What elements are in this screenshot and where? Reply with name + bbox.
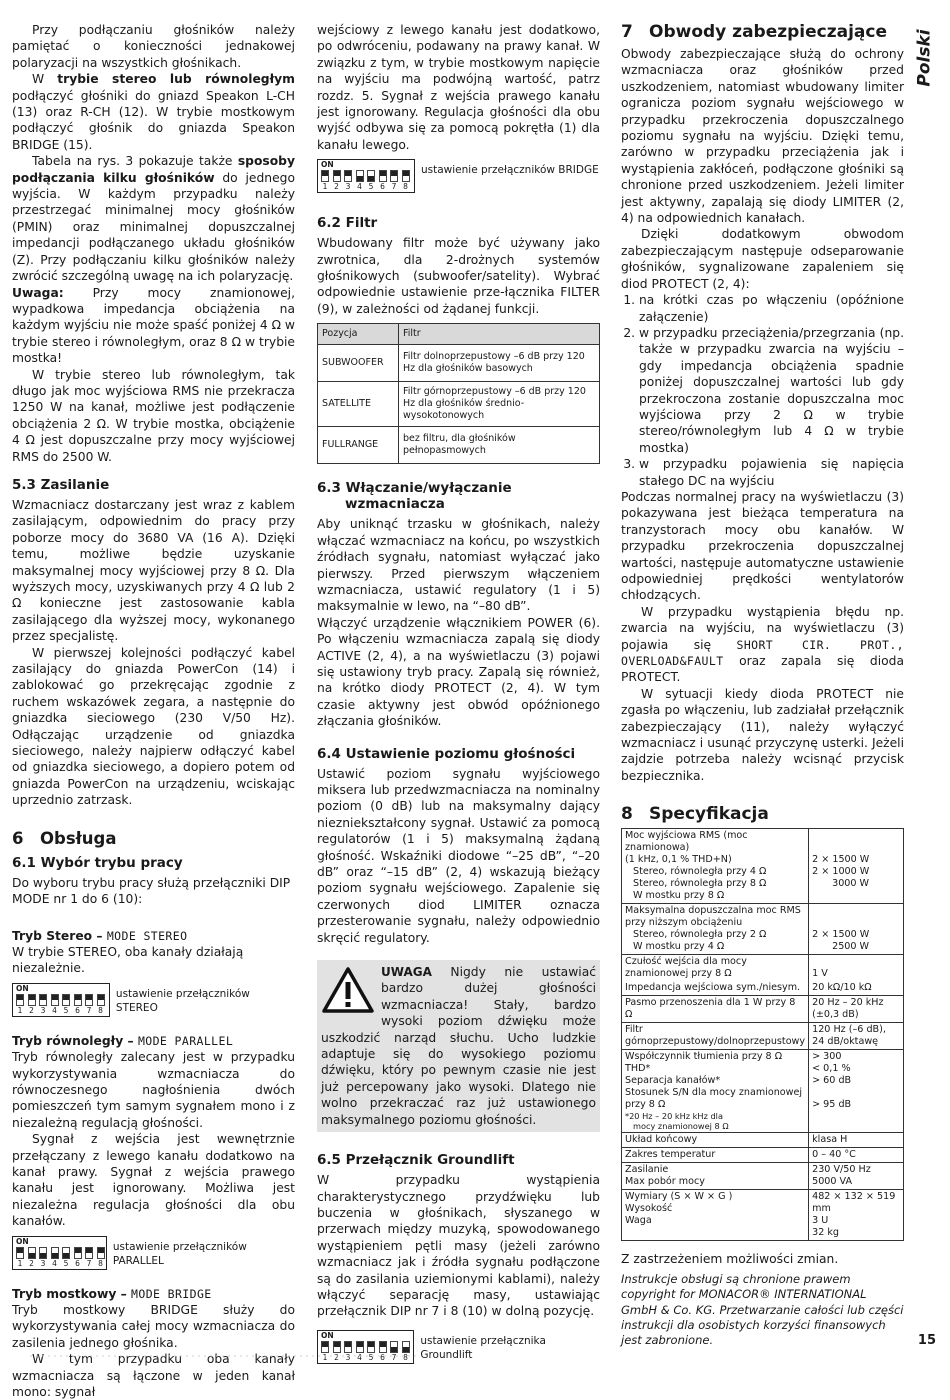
dip-on-mark: ON (16, 983, 29, 993)
dip-switch (97, 994, 105, 1006)
spec-table (621, 828, 904, 1241)
dip-number: 8 (98, 1258, 103, 1268)
paragraph: W sytuacji kiedy dioda PROTECT nie zgasła po włączeniu, lub zadziałał przełącznik zabezpieczający (11), należy wyłączyć wzmacniacz i usunąć przyczynę usterki. Jeżeli zajdzie potrzeba należy wcisnąć przycisk bezpiecznika. (621, 686, 904, 783)
warning-text: UWAGA Nigdy nie ustawiać bardzo dużej głośności wzmacniacza! Stały, bardzo wysoki poziom dźwięku może uszkodzić narząd słuchu. Ucho ludzkie adaptuje się do wysokiego poziomu dźwięku, który po pewnym czasie nie jest już percepowany jako wysoki. Dlatego nie wolno przekraczać raz już ustawionego maksymalnego poziomu głośności. (321, 965, 596, 1127)
dip-switch (62, 1247, 70, 1259)
dip-number: 2 (29, 1005, 34, 1015)
table-row (622, 904, 904, 955)
bottom-dotted-rule (0, 1352, 950, 1360)
paragraph: W trybie stereo lub równoległym podłączyć głośniki do gniazd Speakon L-CH (13) oraz R-CH (12). W trybie mostkowym podłączyć głośnik do gniazda Speakon BRIDGE (15). (12, 72, 295, 152)
spec-value: 1 V 20 kΩ/10 kΩ (809, 955, 904, 996)
table-cell: bez filtru, dla głośników pełnopasmowych (399, 427, 600, 464)
dip-number: 5 (63, 1258, 69, 1268)
dip-switch (74, 994, 82, 1006)
table-cell: Filtr górnoprzepustowy –6 dB przy 120 Hz dla głośników średnio-wysokotonowych (399, 382, 600, 427)
section-heading: 6.4 Ustawienie poziomu głośności (317, 745, 576, 762)
dip-number: 8 (98, 1005, 103, 1015)
dip-switch (333, 1341, 341, 1353)
dip-switch (85, 1247, 93, 1259)
table-cell: FULLRANGE (318, 427, 399, 464)
dip-switch (344, 1341, 352, 1353)
dip-switch (39, 1247, 47, 1259)
dip-number: 1 (322, 182, 328, 192)
dip-number: 4 (52, 1005, 57, 1015)
dip-number: 4 (357, 182, 362, 192)
paragraph: Obwody zabezpieczające służą do ochrony wzmacniacza oraz głośników przed uszkodzeniem, natomiast wbudowany limiter ogranicza poziom sygnału wejściowego w przypadku przekroczenia dopuszczalnego poziomu sygnału na wyjściu. Dzięki temu, zarówno w przypadku przeciążenia jak i wystąpienia zakłóceń, podłączone głośniki są chronione przed uszkodzeniem. Jeżeli limiter jest aktywny, zapalają się diody LIMITER (2, 4) na odpowiednich kanałach. (621, 47, 904, 226)
chapter-heading: 6 Obsługa (12, 828, 117, 848)
spec-value: 482 × 132 × 519 mm 3 U 32 kg (809, 1190, 904, 1241)
dip-number: 6 (380, 1352, 385, 1362)
paragraph: W pierwszej kolejności podłączyć kabel zasilający do gniazda PowerCon (14) i zablokować go przekręcając zgodnie z ruchem wskazówek zegara, a następnie do gniazdka sieciowego (230 V/50 Hz). Odłączając urządzenie od gniazdka sieciowego, należy najpierw odłączyć kabel od gniazdka sieciowego, a dopiero potem od gniazda PowerCon na urządzeniu, wciskając uprzednio zatrzask. (12, 645, 295, 808)
dip-number: 6 (380, 182, 385, 192)
spec-label: Zasilanie Max pobór mocy (622, 1163, 809, 1190)
page-number: 15 (917, 1333, 936, 1348)
dip-number: 2 (334, 1352, 339, 1362)
dip-caption: ustawienie przełącznika Groundlift (420, 1334, 546, 1361)
paragraph: Uwaga: Przy mocy znamionowej, wypadkowa impedancja obciążenia na każdym wyjściu nie może spaść poniżej 4 Ω w trybie stereo i równoległym, oraz 8 Ω w trybie mostka! (12, 285, 295, 366)
dip-switch-icon (12, 1236, 107, 1270)
dip-on-mark: ON (16, 1236, 29, 1246)
paragraph: W przypadku wystąpienia charakterystycznego przydźwięku lub buczenia w głośnikach, słyszanego w przerwach między muzyką, spowodowanego wystąpieniem pętli masy (jeżeli zarówno wzmacniacz jak i źródła sygnału podłączone są do zasilania uziemionymi kablami), należy włączyć separację masy, ustawiając przełącznik DIP nr 7 i 8 (10) w dolną pozycję. (317, 1173, 600, 1319)
dip-number: 5 (63, 1005, 69, 1015)
spec-label: Zakres temperatur (622, 1148, 809, 1163)
spec-label: Filtr górnoprzepustowy/dolnoprzepustowy (622, 1023, 809, 1050)
spec-value: 20 Hz – 20 kHz (±0,3 dB) (809, 996, 904, 1023)
spec-value: > 300 < 0,1 % > 60 dB > 95 dB (809, 1050, 904, 1133)
dip-number: 7 (86, 1258, 92, 1268)
table-header-row (318, 324, 600, 345)
spec-label: Wymiary (S × W × G ) Wysokość Waga (622, 1190, 809, 1241)
mode-heading: Tryb mostkowy – MODE BRIDGE (12, 1286, 212, 1301)
dip-number: 2 (29, 1258, 34, 1268)
dip-caption: ustawienie przełączników STEREO (115, 987, 250, 1014)
dip-on-mark: ON (321, 160, 334, 170)
paragraph: W trybie STEREO, oba kanały działają niezależnie. (12, 944, 244, 976)
spec-label: Moc wyjściowa RMS (moc znamionowa) (1 kHz, 0,1 % THD+N) Stereo, równoległa przy 4 Ω Stereo, równoległa przy 8 Ω W mostku przy 8 Ω (622, 829, 809, 904)
paragraph: Tabela na rys. 3 pokazuje także sposoby podłączania kilku głośników do jednego wyjścia. W każdym przypadku należy przestrzegać minimalnej mocy głośników (PMIN) oraz minimalnej dopuszczalnej impedancji podłączanego układu głośników (Z). Przy podłączaniu kilku głośników należy zwrócić szczególną uwagę na ich polaryzację. (12, 154, 295, 284)
paragraph: wejściowy z lewego kanału jest dodatkowo, po odwróceniu, podawany na prawy kanał. W związku z tym, w trybie mostkowym napięcie na wyjściu ma podwójną wartość, patrz rozdz. 5. Sygnał z wejścia prawego kanału jest ignorowany. Regulacja głośności dla obu wyjść odbywa się za pomocą pokrętła (1) dla kanału lewego. (317, 23, 600, 152)
table-cell: Filtr dolnoprzepustowy –6 dB przy 120 Hz dla głośników basowych (399, 345, 600, 382)
table-row (318, 427, 600, 464)
dip-number: 3 (40, 1005, 46, 1015)
dip-number: 7 (86, 1005, 92, 1015)
dip-switch (28, 994, 36, 1006)
table-header: Filtr (399, 324, 600, 345)
table-row (622, 1163, 904, 1190)
column-1 (12, 22, 295, 1400)
paragraph: Podczas normalnej pracy na wyświetlaczu (3) pokazywana jest bieżąca temperatura na tranzystorach mocy obu kanałów. W przypadku przekroczenia dopuszczalnej wartości, następuje automatyczne ustawienie odpowiedniej prędkości wentylatorów chłodzących. (621, 489, 904, 603)
dip-switch (390, 170, 398, 182)
protection-list (621, 292, 904, 489)
dip-number: 6 (75, 1005, 80, 1015)
dip-switch (333, 170, 341, 182)
spec-value: 0 – 40 °C (809, 1148, 904, 1163)
dip-switch (356, 1341, 364, 1353)
spec-value: 120 Hz (–6 dB), 24 dB/oktawę (809, 1023, 904, 1050)
section-heading: 6.5 Przełącznik Groundlift (317, 1152, 515, 1169)
dip-diagram-parallel (12, 1236, 295, 1270)
dip-switch (367, 1341, 375, 1353)
table-row (622, 1190, 904, 1241)
dip-switch (16, 994, 24, 1006)
paragraph: W trybie stereo lub równoległym, tak długo jak moc wyjściowa RMS nie przekracza 1250 W na kanał, możliwe jest podłączenie obciążenia 2 Ω. W trybie mostka, obciążenie 4 Ω jest dopuszczalne przy mocy wyjściowej RMS do 2500 W. (12, 367, 295, 464)
list-item: 3. w przypadku pojawienia się napięcia stałego DC na wyjściu (639, 456, 904, 489)
list-item: 2. w przypadku przeciążenia/przegrzania (np. także w przypadku zwarcia na wyjściu – gdy impedancja obciążenia spadnie poniżej dopuszczalnej wartości lub gdy przekroczona zostanie dopuszczalna moc wyjściowa przy 2 Ω w trybie stereo/równoległym lub 4 Ω w trybie mostka) (639, 325, 904, 456)
paragraph: Ustawić poziom sygnału wyjściowego miksera lub przedwzmacniacza na nominalny poziom (0 dB) lub na maksymalny dający niezniekształcony sygnał. Ustawić za pomocą regulatorów (1 i 5) maksymalną żądaną głośność. Wskaźniki diodowe “–25 dB”, “–20 dB” oraz “–15 dB” (2, 4) wskazują bieżący poziom sygnału wejściowego. Zapalenie się czerwonych diod LIMITER oznacza przesterowanie sygnału, należy odpowiednio skręcić regulatory. (317, 766, 600, 945)
section-heading: 6.1 Wybór trybu pracy (12, 854, 183, 871)
table-row (318, 382, 600, 427)
column-3 (621, 22, 904, 1349)
dip-number: 7 (391, 182, 397, 192)
paragraph: Tryb mostkowy BRIDGE służy do wykorzystywania całej mocy wzmacniacza do zasilenia jednego głośnika. (12, 1303, 295, 1350)
dip-number: 6 (75, 1258, 80, 1268)
table-row (622, 996, 904, 1023)
paragraph: Wzmacniacz dostarczany jest wraz z kablem zasilającym, odpowiednim do pracy przy poborze mocy do 3680 VA (16 A). Dzięki temu, możliwe będzie uzyskanie maksymalnej mocy wyjściowej przy 8 Ω. Dla wyższych mocy, uzyskiwanych przy 4 Ω lub 2 Ω konieczne jest zastosowanie kabla zasilającego dla wyższej mocy, wykonanego przez specjalistę. (12, 497, 295, 644)
table-row (622, 829, 904, 904)
dip-switch (62, 994, 70, 1006)
dip-number: 2 (334, 182, 339, 192)
spec-value: 2 × 1500 W 2500 W (809, 904, 904, 955)
dip-switch (344, 170, 352, 182)
spec-label: Pasmo przenoszenia dla 1 W przy 8 Ω (622, 996, 809, 1023)
spec-label: Maksymalna dopuszczalna moc RMS przy niższym obciążeniu Stereo, równoległa przy 2 Ω W mostku przy 4 Ω (622, 904, 809, 955)
paragraph: Dzięki dodatkowym obwodom zabezpieczającym następuje odseparowanie głośników, sygnalizowane zapaleniem się diod PROTECT (2, 4): (621, 227, 904, 291)
table-header: Pozycja (318, 324, 399, 345)
dip-number: 1 (17, 1258, 23, 1268)
paragraph: W przypadku wystąpienia błędu np. zwarcia na wyjściu, na wyświetlaczu (3) pojawia się SHORT CIR. PROT., OVERLOAD&FAULT oraz zapala się dioda PROTECT. (621, 604, 904, 685)
dip-caption: ustawienie przełączników BRIDGE (421, 164, 599, 177)
table-row (622, 1133, 904, 1148)
dip-switch-icon (317, 159, 415, 193)
dip-number: 8 (403, 1352, 408, 1362)
warning-box (317, 960, 600, 1132)
spec-value: 230 V/50 Hz 5000 VA (809, 1163, 904, 1190)
paragraph: Sygnał z wejścia jest wewnętrznie przełączany z lewego kanału dodatkowo na kanał prawy. Sygnał z wejścia prawego kanału jest ignorowany. Możliwa jest niezależna regulacja głośności dla obu kanałów. (12, 1132, 295, 1229)
filter-table (317, 323, 600, 464)
dip-switch (97, 1247, 105, 1259)
dip-number: 5 (368, 1352, 374, 1362)
dip-switch (74, 1247, 82, 1259)
dip-number: 1 (17, 1005, 23, 1015)
table-row (622, 1050, 904, 1133)
table-row (318, 345, 600, 382)
reserve-note: Z zastrzeżeniem możliwości zmian. (621, 1252, 839, 1267)
paragraph: Przy podłączaniu głośników należy pamiętać o konieczności jednakowej polaryzacji na wszystkich głośnikach. (12, 23, 295, 70)
table-cell: SATELLITE (318, 382, 399, 427)
paragraph: W tym przypadku oba kanały wzmacniacza są łączone w jeden kanał mono: sygnał (12, 1352, 295, 1400)
list-item: 1. na krótki czas po włączeniu (opóźnione załączenie) (639, 292, 904, 325)
mode-heading: Tryb równoległy – MODE PARALLEL (12, 1033, 234, 1048)
table-row (622, 1148, 904, 1163)
dip-switch (321, 1341, 329, 1353)
dip-switch (379, 170, 387, 182)
dip-switch (51, 994, 59, 1006)
dip-switch (367, 170, 375, 182)
dip-switch (85, 994, 93, 1006)
warning-triangle-icon (321, 966, 375, 1014)
dip-caption: ustawienie przełączników PARALLEL (112, 1240, 247, 1267)
dip-switch (16, 1247, 24, 1259)
language-tab (916, 20, 942, 90)
dip-switch (402, 1341, 410, 1353)
spec-label: Czułość wejścia dla mocy znamionowej przy 8 Ω Impedancja wejściowa sym./niesym. (622, 955, 809, 996)
paragraph: Tryb równoległy zalecany jest w przypadku wykorzystywania wzmacniacza do równoczesnego nagłośnienia dwóch pomieszczeń tym samym sygnałem mono i z niezależną regulacją głośności. (12, 1050, 295, 1130)
spec-value: 2 × 1500 W 2 × 1000 W 3000 W (809, 829, 904, 904)
dip-switch (51, 1247, 59, 1259)
dip-number: 3 (345, 182, 351, 192)
language-label: Polski (914, 29, 935, 87)
dip-switch (402, 170, 410, 182)
dip-diagram-bridge (317, 159, 600, 193)
table-row (622, 1023, 904, 1050)
dip-number: 4 (52, 1258, 57, 1268)
dip-switch (39, 994, 47, 1006)
dip-number: 1 (322, 1352, 328, 1362)
section-heading: 6.3 Włączanie/wyłączanie wzmacniacza (317, 480, 512, 513)
dip-diagram-stereo (12, 983, 295, 1017)
dip-switch (390, 1341, 398, 1353)
dip-switch (28, 1247, 36, 1259)
table-row (622, 955, 904, 996)
paragraph: Włączyć urządzenie włącznikiem POWER (6). Po włączeniu wzmacniacza zapalą się diody ACTIVE (2, 4), a na wyświetlaczu (3) pojawi się ustawiony tryb pracy. Zapalą się również, na krótko diody PROTECT (2, 4). W tym czasie aktywny jest obwód opóźnionego złączania głośników. (317, 615, 600, 729)
spec-label: Układ końcowy (622, 1133, 809, 1148)
dip-switch-icon (12, 983, 110, 1017)
dip-number: 7 (391, 1352, 397, 1362)
spec-value: klasa H (809, 1133, 904, 1148)
dip-switch (379, 1341, 387, 1353)
table-cell: SUBWOOFER (318, 345, 399, 382)
paragraph: Do wyboru trybu pracy służą przełączniki DIP MODE nr 1 do 6 (10): (12, 875, 291, 907)
section-heading: 5.3 Zasilanie (12, 476, 110, 493)
mode-heading: Tryb Stereo – MODE STEREO (12, 928, 188, 943)
spec-label: Współczynnik tłumienia przy 8 Ω THD* Separacja kanałów* Stosunek S/N dla mocy znamionowej przy 8 Ω *20 Hz – 20 kHz kHz dla mocy znamionowej 8 Ω (622, 1050, 809, 1133)
paragraph: Wbudowany filtr może być używany jako zwrotnica, dla 2-drożnych systemów głośnikowych (subwoofer/satelity). Wybrać odpowiednie ustawienie prze-łącznika FILTER (9), w zależności od żądanej funkcji. (317, 236, 600, 316)
paragraph: Aby uniknąć trzasku w głośnikach, należy włączać wzmacniacz na końcu, po wszystkich źródłach sygnału, natomiast wyłączać jako pierwszy. Przed pierwszym włączeniem wzmacniacza, ustawić regulatory (1 i 5) maksymalnie w lewo, na “–80 dB”. (317, 517, 600, 614)
section-heading: 6.2 Filtr (317, 215, 378, 232)
dip-number: 3 (40, 1258, 46, 1268)
chapter-heading: 8 Specyfikacja (621, 804, 769, 825)
dip-switch (356, 170, 364, 182)
dip-number: 5 (368, 182, 374, 192)
dip-number: 4 (357, 1352, 362, 1362)
dip-on-mark: ON (321, 1330, 334, 1340)
chapter-heading: 7 Obwody zabezpieczające (621, 22, 888, 42)
dip-switch (321, 170, 329, 182)
column-2 (317, 22, 600, 1370)
dip-number: 8 (403, 182, 408, 192)
copyright-note: Instrukcje obsługi są chronione prawem copyright for MONACOR® INTERNATIONAL GmbH & Co. KG. Przetwarzanie całości lub części instrukcji dla osobistych korzyści finansowych jest zabronione. (621, 1271, 904, 1348)
dip-number: 3 (345, 1352, 351, 1362)
